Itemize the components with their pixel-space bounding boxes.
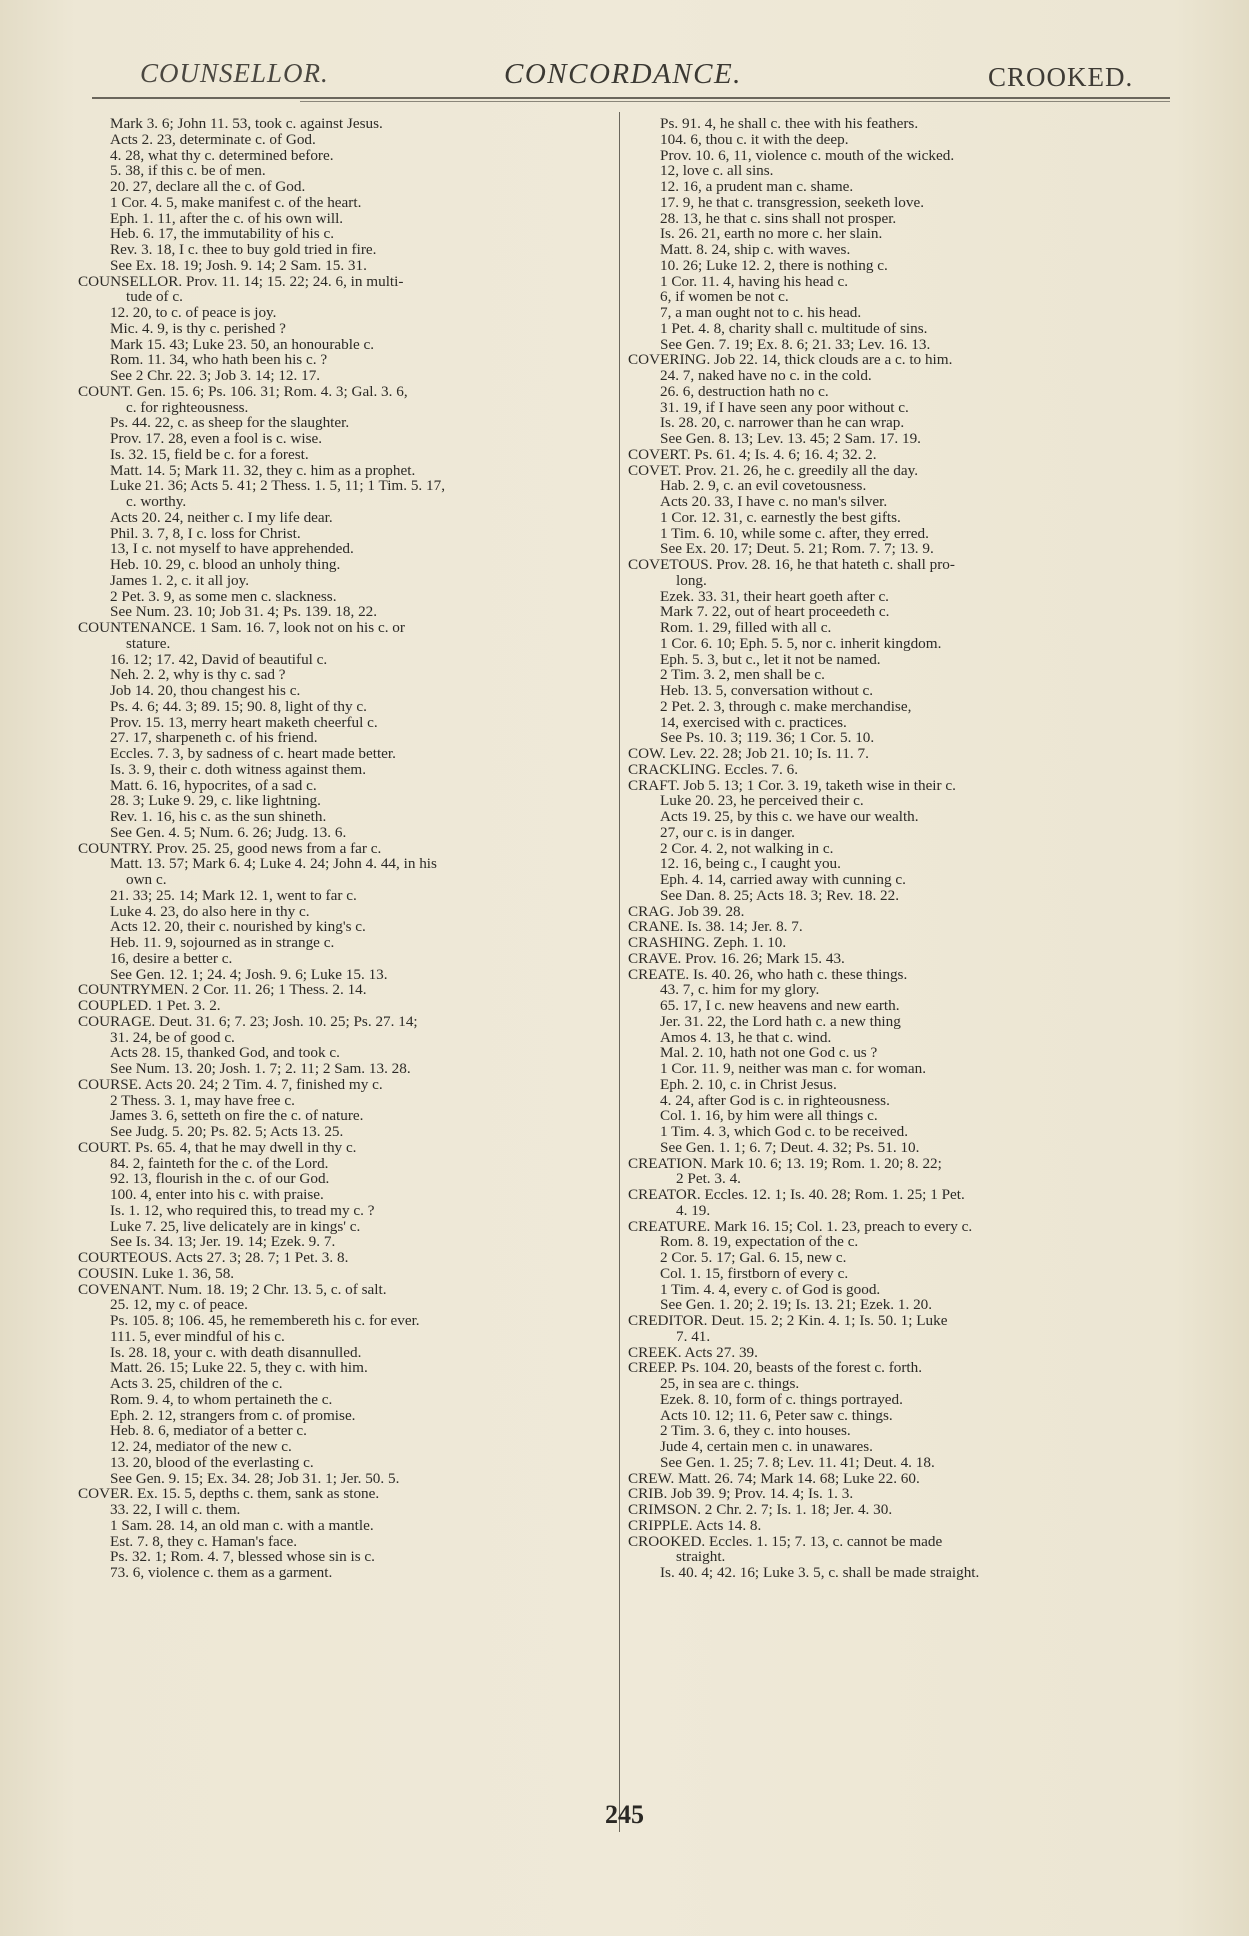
concordance-line: 10. 26; Luke 12. 2, there is nothing c. bbox=[660, 257, 888, 274]
concordance-line: Heb. 6. 17, the immutability of his c. bbox=[110, 226, 334, 242]
page-number: 245 bbox=[605, 1800, 644, 1829]
concordance-line: c. for righteousness. bbox=[126, 399, 249, 416]
concordance-line: Mark 3. 6; John 11. 53, took c. against Jesus. bbox=[110, 116, 383, 132]
concordance-line: Phil. 3. 7, 8, I c. loss for Christ. bbox=[110, 525, 301, 542]
concordance-line: 2 Pet. 3. 9, as some men c. slackness. bbox=[110, 588, 337, 605]
entry-headword-line: COVERING. Job 22. 14, thick clouds are a c. to him. bbox=[628, 352, 953, 368]
concordance-line: Luke 20. 23, he perceived their c. bbox=[660, 793, 864, 809]
concordance-line: 84. 2, fainteth for the c. of the Lord. bbox=[110, 1155, 329, 1172]
concordance-line: 25, in sea are c. things. bbox=[660, 1376, 800, 1392]
entry-headword-line: CREATURE. Mark 16. 15; Col. 1. 23, preach to every c. bbox=[628, 1218, 973, 1235]
entry-headword-line: CRIB. Job 39. 9; Prov. 14. 4; Is. 1. 3. bbox=[628, 1486, 854, 1502]
concordance-line: Prov. 15. 13, merry heart maketh cheerful c. bbox=[110, 714, 378, 731]
concordance-line: 2 Thess. 3. 1, may have free c. bbox=[110, 1092, 295, 1109]
entry-headword-line: COURAGE. Deut. 31. 6; 7. 23; Josh. 10. 25; Ps. 27. 14; bbox=[78, 1013, 418, 1030]
concordance-line: 12, love c. all sins. bbox=[660, 163, 774, 179]
concordance-line: Ezek. 33. 31, their heart goeth after c. bbox=[660, 588, 889, 605]
concordance-line: 100. 4, enter into his c. with praise. bbox=[110, 1187, 324, 1203]
concordance-line: 20. 27, declare all the c. of God. bbox=[110, 179, 306, 195]
entry-headword-line: CRAG. Job 39. 28. bbox=[628, 903, 745, 920]
entry-headword-line: CRIMSON. 2 Chr. 2. 7; Is. 1. 18; Jer. 4. 30. bbox=[628, 1502, 893, 1518]
concordance-line: See Ps. 10. 3; 119. 36; 1 Cor. 5. 10. bbox=[660, 730, 875, 746]
entry-headword-line: CREW. Matt. 26. 74; Mark 14. 68; Luke 22. 60. bbox=[628, 1470, 920, 1487]
entry-headword-line: COUNTENANCE. 1 Sam. 16. 7, look not on his c. or bbox=[78, 620, 405, 636]
concordance-line: 27, our c. is in danger. bbox=[660, 824, 795, 841]
concordance-line: 65. 17, I c. new heavens and new earth. bbox=[660, 998, 900, 1014]
concordance-line: 4. 24, after God is c. in righteousness. bbox=[660, 1092, 890, 1109]
concordance-line: Hab. 2. 9, c. an evil covetousness. bbox=[660, 478, 867, 494]
concordance-line: Is. 28. 20, c. narrower than he can wrap. bbox=[660, 415, 905, 431]
concordance-line: See Ex. 18. 19; Josh. 9. 14; 2 Sam. 15. 31. bbox=[110, 257, 367, 274]
concordance-line: Eccles. 7. 3, by sadness of c. heart made better. bbox=[110, 746, 396, 762]
concordance-line: Is. 3. 9, their c. doth witness against them. bbox=[110, 761, 367, 778]
concordance-line: See Gen. 4. 5; Num. 6. 26; Judg. 13. 6. bbox=[110, 824, 347, 841]
concordance-line: See Gen. 7. 19; Ex. 8. 6; 21. 33; Lev. 16. 13. bbox=[660, 336, 931, 353]
concordance-line: 28. 13, he that c. sins shall not prosper. bbox=[660, 210, 897, 227]
entry-headword-line: COVER. Ex. 15. 5, depths c. them, sank as stone. bbox=[78, 1486, 380, 1502]
concordance-line: See Gen. 9. 15; Ex. 34. 28; Job 31. 1; Jer. 50. 5. bbox=[110, 1470, 400, 1487]
entry-headword-line: COURT. Ps. 65. 4, that he may dwell in thy c. bbox=[78, 1139, 357, 1156]
concordance-line: own c. bbox=[126, 872, 167, 888]
concordance-line: Is. 32. 15, field be c. for a forest. bbox=[110, 446, 309, 463]
concordance-line: Matt. 6. 16, hypocrites, of a sad c. bbox=[110, 777, 317, 794]
concordance-line: 14, exercised with c. practices. bbox=[660, 714, 847, 731]
concordance-line: 1 Cor. 11. 4, having his head c. bbox=[660, 273, 848, 290]
entry-headword-line: COUNSELLOR. Prov. 11. 14; 15. 22; 24. 6, in multi- bbox=[78, 273, 404, 290]
concordance-line: See Dan. 8. 25; Acts 18. 3; Rev. 18. 22. bbox=[660, 887, 900, 904]
concordance-line: Heb. 8. 6, mediator of a better c. bbox=[110, 1423, 307, 1439]
entry-headword-line: COUSIN. Luke 1. 36, 58. bbox=[78, 1265, 235, 1282]
header-first-entry: COUNSELLOR. bbox=[140, 58, 329, 88]
entry-headword-line: COVENANT. Num. 18. 19; 2 Chr. 13. 5, c. of salt. bbox=[78, 1281, 387, 1298]
entry-headword-line: CRAFT. Job 5. 13; 1 Cor. 3. 19, taketh wise in their c. bbox=[628, 777, 956, 794]
entry-headword-line: COURSE. Acts 20. 24; 2 Tim. 4. 7, finished my c. bbox=[78, 1076, 383, 1093]
concordance-line: See Num. 13. 20; Josh. 1. 7; 2. 11; 2 Sam. 13. 28. bbox=[110, 1061, 411, 1077]
concordance-line: 4. 28, what thy c. determined before. bbox=[110, 147, 334, 164]
left-column bbox=[78, 116, 612, 1836]
concordance-line: 7. 41. bbox=[676, 1328, 711, 1345]
concordance-line: 104. 6, thou c. it with the deep. bbox=[660, 131, 849, 148]
concordance-line: Acts 20. 24, neither c. I my life dear. bbox=[110, 509, 333, 526]
concordance-line: Rom. 1. 29, filled with all c. bbox=[660, 620, 832, 636]
entry-headword-line: CREATE. Is. 40. 26, who hath c. these things. bbox=[628, 966, 908, 983]
entry-headword-line: CREEK. Acts 27. 39. bbox=[628, 1344, 758, 1361]
concordance-line: 1 Tim. 4. 4, every c. of God is good. bbox=[660, 1281, 881, 1298]
concordance-line: Mark 15. 43; Luke 23. 50, an honourable c. bbox=[110, 336, 375, 353]
concordance-line: See Ex. 20. 17; Deut. 5. 21; Rom. 7. 7; 13. 9. bbox=[660, 541, 934, 557]
concordance-line: Mark 7. 22, out of heart proceedeth c. bbox=[660, 604, 890, 620]
column-divider bbox=[619, 112, 620, 1832]
concordance-line: 25. 12, my c. of peace. bbox=[110, 1297, 248, 1313]
entry-headword-line: CREEP. Ps. 104. 20, beasts of the forest c. forth. bbox=[628, 1360, 923, 1376]
concordance-line: 13. 20, blood of the everlasting c. bbox=[110, 1454, 314, 1471]
concordance-line: 111. 5, ever mindful of his c. bbox=[110, 1328, 285, 1345]
entry-headword-line: COVETOUS. Prov. 28. 16, he that hateth c. shall pro- bbox=[628, 557, 955, 573]
concordance-line: 1 Cor. 12. 31, c. earnestly the best gifts. bbox=[660, 509, 901, 526]
concordance-line: Acts 3. 25, children of the c. bbox=[110, 1376, 283, 1392]
concordance-line: 13, I c. not myself to have apprehended. bbox=[110, 541, 354, 557]
concordance-line: 12. 20, to c. of peace is joy. bbox=[110, 305, 277, 321]
concordance-line: 6, if women be not c. bbox=[660, 289, 789, 305]
entry-headword-line: CRASHING. Zeph. 1. 10. bbox=[628, 935, 787, 951]
concordance-line: Matt. 26. 15; Luke 22. 5, they c. with him. bbox=[110, 1360, 368, 1376]
concordance-line: James 1. 2, c. it all joy. bbox=[110, 572, 250, 589]
concordance-line: Col. 1. 16, by him were all things c. bbox=[660, 1108, 878, 1124]
concordance-line: 27. 17, sharpeneth c. of his friend. bbox=[110, 730, 318, 746]
concordance-line: Is. 28. 18, your c. with death disannulled. bbox=[110, 1344, 362, 1361]
entry-headword-line: CREDITOR. Deut. 15. 2; 2 Kin. 4. 1; Is. 50. 1; Luke bbox=[628, 1313, 948, 1329]
concordance-line: James 3. 6, setteth on fire the c. of nature. bbox=[110, 1108, 364, 1124]
concordance-line: 2 Pet. 3. 4. bbox=[676, 1171, 741, 1187]
concordance-line: 16. 12; 17. 42, David of beautiful c. bbox=[110, 651, 328, 668]
concordance-line: Ps. 91. 4, he shall c. thee with his feathers. bbox=[660, 116, 919, 132]
concordance-line: Jer. 31. 22, the Lord hath c. a new thing bbox=[660, 1013, 901, 1030]
concordance-line: 5. 38, if this c. be of men. bbox=[110, 163, 266, 179]
concordance-line: 12. 16, a prudent man c. shame. bbox=[660, 179, 854, 195]
concordance-line: See Gen. 1. 1; 6. 7; Deut. 4. 32; Ps. 51. 10. bbox=[660, 1139, 920, 1156]
header-title: CONCORDANCE. bbox=[504, 58, 742, 90]
entry-headword-line: CREATION. Mark 10. 6; 13. 19; Rom. 1. 20; 8. 22; bbox=[628, 1155, 942, 1172]
concordance-line: Prov. 10. 6, 11, violence c. mouth of the wicked. bbox=[660, 147, 955, 164]
concordance-line: Is. 26. 21, earth no more c. her slain. bbox=[660, 226, 883, 242]
entry-headword-line: COVERT. Ps. 61. 4; Is. 4. 6; 16. 4; 32. 2. bbox=[628, 446, 877, 463]
concordance-line: 2 Tim. 3. 2, men shall be c. bbox=[660, 667, 825, 683]
concordance-line: Luke 21. 36; Acts 5. 41; 2 Thess. 1. 5, 11; 1 Tim. 5. 17, bbox=[110, 478, 445, 494]
concordance-line: 2 Cor. 5. 17; Gal. 6. 15, new c. bbox=[660, 1250, 847, 1266]
concordance-line: 12. 24, mediator of the new c. bbox=[110, 1439, 292, 1455]
concordance-line: c. worthy. bbox=[126, 494, 187, 510]
concordance-line: See Gen. 1. 25; 7. 8; Lev. 11. 41; Deut. 4. 18. bbox=[660, 1454, 935, 1471]
concordance-line: 1 Tim. 6. 10, while some c. after, they erred. bbox=[660, 525, 929, 542]
concordance-line: 33. 22, I will c. them. bbox=[110, 1502, 241, 1518]
concordance-line: Jude 4, certain men c. in unawares. bbox=[660, 1439, 873, 1455]
concordance-line: 28. 3; Luke 9. 29, c. like lightning. bbox=[110, 793, 321, 809]
concordance-line: Eph. 4. 14, carried away with cunning c. bbox=[660, 872, 906, 888]
concordance-line: Acts 10. 12; 11. 6, Peter saw c. things. bbox=[660, 1407, 893, 1424]
concordance-line: tude of c. bbox=[126, 289, 183, 305]
header-rule-thin bbox=[300, 101, 1170, 102]
concordance-line: 1 Cor. 4. 5, make manifest c. of the heart. bbox=[110, 194, 362, 211]
concordance-line: Acts 28. 15, thanked God, and took c. bbox=[110, 1045, 340, 1061]
concordance-line: Neh. 2. 2, why is thy c. sad ? bbox=[110, 667, 286, 683]
concordance-line: See Is. 34. 13; Jer. 19. 14; Ezek. 9. 7. bbox=[110, 1234, 336, 1250]
concordance-line: 7, a man ought not to c. his head. bbox=[660, 305, 862, 321]
concordance-line: 92. 13, flourish in the c. of our God. bbox=[110, 1171, 330, 1187]
concordance-line: Matt. 13. 57; Mark 6. 4; Luke 4. 24; John 4. 44, in his bbox=[110, 856, 437, 872]
concordance-line: Matt. 8. 24, ship c. with waves. bbox=[660, 242, 851, 258]
concordance-line: straight. bbox=[676, 1549, 726, 1565]
concordance-line: 31. 24, be of good c. bbox=[110, 1029, 235, 1046]
concordance-line: 31. 19, if I have seen any poor without c. bbox=[660, 399, 909, 416]
entry-headword-line: COUNTRY. Prov. 25. 25, good news from a far c. bbox=[78, 840, 382, 857]
concordance-line: 43. 7, c. him for my glory. bbox=[660, 982, 820, 998]
concordance-line: See Judg. 5. 20; Ps. 82. 5; Acts 13. 25. bbox=[110, 1124, 344, 1140]
concordance-line: Ps. 4. 6; 44. 3; 89. 15; 90. 8, light of thy c. bbox=[110, 698, 367, 715]
concordance-line: 2 Pet. 2. 3, through c. make merchandise, bbox=[660, 698, 912, 715]
concordance-line: Eph. 5. 3, but c., let it not be named. bbox=[660, 651, 881, 668]
concordance-line: 1 Sam. 28. 14, an old man c. with a mantle. bbox=[110, 1517, 374, 1534]
header-rule bbox=[92, 97, 1170, 99]
concordance-line: Rom. 9. 4, to whom pertaineth the c. bbox=[110, 1391, 333, 1408]
entry-headword-line: COVET. Prov. 21. 26, he c. greedily all the day. bbox=[628, 462, 919, 479]
entry-headword-line: COW. Lev. 22. 28; Job 21. 10; Is. 11. 7. bbox=[628, 746, 869, 762]
entry-headword-line: CRACKLING. Eccles. 7. 6. bbox=[628, 761, 798, 778]
concordance-line: 16, desire a better c. bbox=[110, 950, 233, 967]
entry-headword-line: COUPLED. 1 Pet. 3. 2. bbox=[78, 998, 221, 1014]
entry-headword-line: CRAVE. Prov. 16. 26; Mark 15. 43. bbox=[628, 950, 845, 967]
concordance-line: See Gen. 12. 1; 24. 4; Josh. 9. 6; Luke 15. 13. bbox=[110, 966, 388, 983]
concordance-line: 4. 19. bbox=[676, 1202, 711, 1219]
concordance-line: Eph. 2. 10, c. in Christ Jesus. bbox=[660, 1076, 837, 1093]
concordance-line: Is. 1. 12, who required this, to tread my c. ? bbox=[110, 1202, 375, 1219]
concordance-line: 17. 9, he that c. transgression, seeketh love. bbox=[660, 194, 925, 211]
header-last-entry: CROOKED. bbox=[988, 62, 1134, 92]
entry-headword-line: CROOKED. Eccles. 1. 15; 7. 13, c. cannot be made bbox=[628, 1533, 943, 1550]
concordance-line: Acts 20. 33, I have c. no man's silver. bbox=[660, 494, 888, 510]
concordance-line: 1 Cor. 11. 9, neither was man c. for woman. bbox=[660, 1061, 927, 1077]
concordance-line: Acts 12. 20, their c. nourished by king's c. bbox=[110, 919, 366, 935]
entry-headword-line: CRIPPLE. Acts 14. 8. bbox=[628, 1517, 762, 1534]
concordance-line: Acts 19. 25, by this c. we have our wealth. bbox=[660, 809, 919, 825]
entry-headword-line: COURTEOUS. Acts 27. 3; 28. 7; 1 Pet. 3. 8. bbox=[78, 1250, 349, 1266]
concordance-line: stature. bbox=[126, 635, 171, 652]
concordance-line: Matt. 14. 5; Mark 11. 32, they c. him as a prophet. bbox=[110, 462, 416, 479]
concordance-line: See Gen. 1. 20; 2. 19; Is. 13. 21; Ezek. 1. 20. bbox=[660, 1297, 933, 1313]
concordance-line: 26. 6, destruction hath no c. bbox=[660, 383, 829, 400]
concordance-line: Heb. 13. 5, conversation without c. bbox=[660, 683, 874, 699]
concordance-line: 21. 33; 25. 14; Mark 12. 1, went to far c. bbox=[110, 887, 357, 904]
concordance-line: Ps. 105. 8; 106. 45, he remembereth his c. for ever. bbox=[110, 1313, 420, 1329]
concordance-line: Ps. 32. 1; Rom. 4. 7, blessed whose sin is c. bbox=[110, 1549, 375, 1565]
concordance-line: Heb. 11. 9, sojourned as in strange c. bbox=[110, 935, 335, 951]
concordance-line: Col. 1. 15, firstborn of every c. bbox=[660, 1265, 849, 1282]
entry-headword-line: COUNTRYMEN. 2 Cor. 11. 26; 1 Thess. 2. 14. bbox=[78, 982, 367, 998]
concordance-line: Ps. 44. 22, c. as sheep for the slaughter. bbox=[110, 415, 350, 431]
concordance-line: 12. 16, being c., I caught you. bbox=[660, 856, 841, 872]
concordance-line: Rev. 3. 18, I c. thee to buy gold tried in fire. bbox=[110, 242, 377, 258]
concordance-line: 2 Cor. 4. 2, not walking in c. bbox=[660, 840, 834, 857]
concordance-line: 1 Tim. 4. 3, which God c. to be received. bbox=[660, 1124, 909, 1140]
concordance-line: 1 Pet. 4. 8, charity shall c. multitude of sins. bbox=[660, 320, 928, 337]
entry-headword-line: COUNT. Gen. 15. 6; Ps. 106. 31; Rom. 4. 3; Gal. 3. 6, bbox=[78, 383, 408, 400]
concordance-line: Rev. 1. 16, his c. as the sun shineth. bbox=[110, 809, 327, 825]
concordance-line: 1 Cor. 6. 10; Eph. 5. 5, nor c. inherit kingdom. bbox=[660, 635, 942, 652]
concordance-line: 2 Tim. 3. 6, they c. into houses. bbox=[660, 1423, 851, 1439]
concordance-line: Prov. 17. 28, even a fool is c. wise. bbox=[110, 431, 323, 447]
concordance-line: See 2 Chr. 22. 3; Job 3. 14; 12. 17. bbox=[110, 368, 321, 384]
concordance-line: See Gen. 8. 13; Lev. 13. 45; 2 Sam. 17. 19. bbox=[660, 431, 921, 447]
right-column bbox=[628, 116, 1176, 1836]
concordance-line: 24. 7, naked have no c. in the cold. bbox=[660, 368, 872, 384]
concordance-line: Mal. 2. 10, hath not one God c. us ? bbox=[660, 1045, 878, 1061]
concordance-line: 73. 6, violence c. them as a garment. bbox=[110, 1565, 333, 1581]
concordance-line: Luke 4. 23, do also here in thy c. bbox=[110, 903, 310, 920]
concordance-line: Job 14. 20, thou changest his c. bbox=[110, 683, 301, 699]
concordance-line: Acts 2. 23, determinate c. of God. bbox=[110, 131, 316, 148]
concordance-line: long. bbox=[676, 572, 707, 589]
concordance-line: Ezek. 8. 10, form of c. things portrayed. bbox=[660, 1391, 903, 1408]
concordance-line: Rom. 11. 34, who hath been his c. ? bbox=[110, 352, 328, 368]
concordance-line: Eph. 2. 12, strangers from c. of promise. bbox=[110, 1407, 356, 1424]
concordance-line: Is. 40. 4; 42. 16; Luke 3. 5, c. shall be made straight. bbox=[660, 1565, 980, 1581]
entry-headword-line: CREATOR. Eccles. 12. 1; Is. 40. 28; Rom. 1. 25; 1 Pet. bbox=[628, 1187, 965, 1203]
concordance-line: Rom. 8. 19, expectation of the c. bbox=[660, 1234, 859, 1250]
entry-headword-line: CRANE. Is. 38. 14; Jer. 8. 7. bbox=[628, 919, 803, 935]
concordance-line: Mic. 4. 9, is thy c. perished ? bbox=[110, 320, 286, 337]
concordance-line: Est. 7. 8, they c. Haman's face. bbox=[110, 1533, 298, 1550]
concordance-line: Amos 4. 13, he that c. wind. bbox=[660, 1029, 832, 1046]
concordance-line: Eph. 1. 11, after the c. of his own will. bbox=[110, 210, 344, 227]
concordance-line: Heb. 10. 29, c. blood an unholy thing. bbox=[110, 557, 341, 573]
concordance-line: See Num. 23. 10; Job 31. 4; Ps. 139. 18, 22. bbox=[110, 604, 378, 620]
concordance-line: Luke 7. 25, live delicately are in kings' c. bbox=[110, 1218, 361, 1235]
